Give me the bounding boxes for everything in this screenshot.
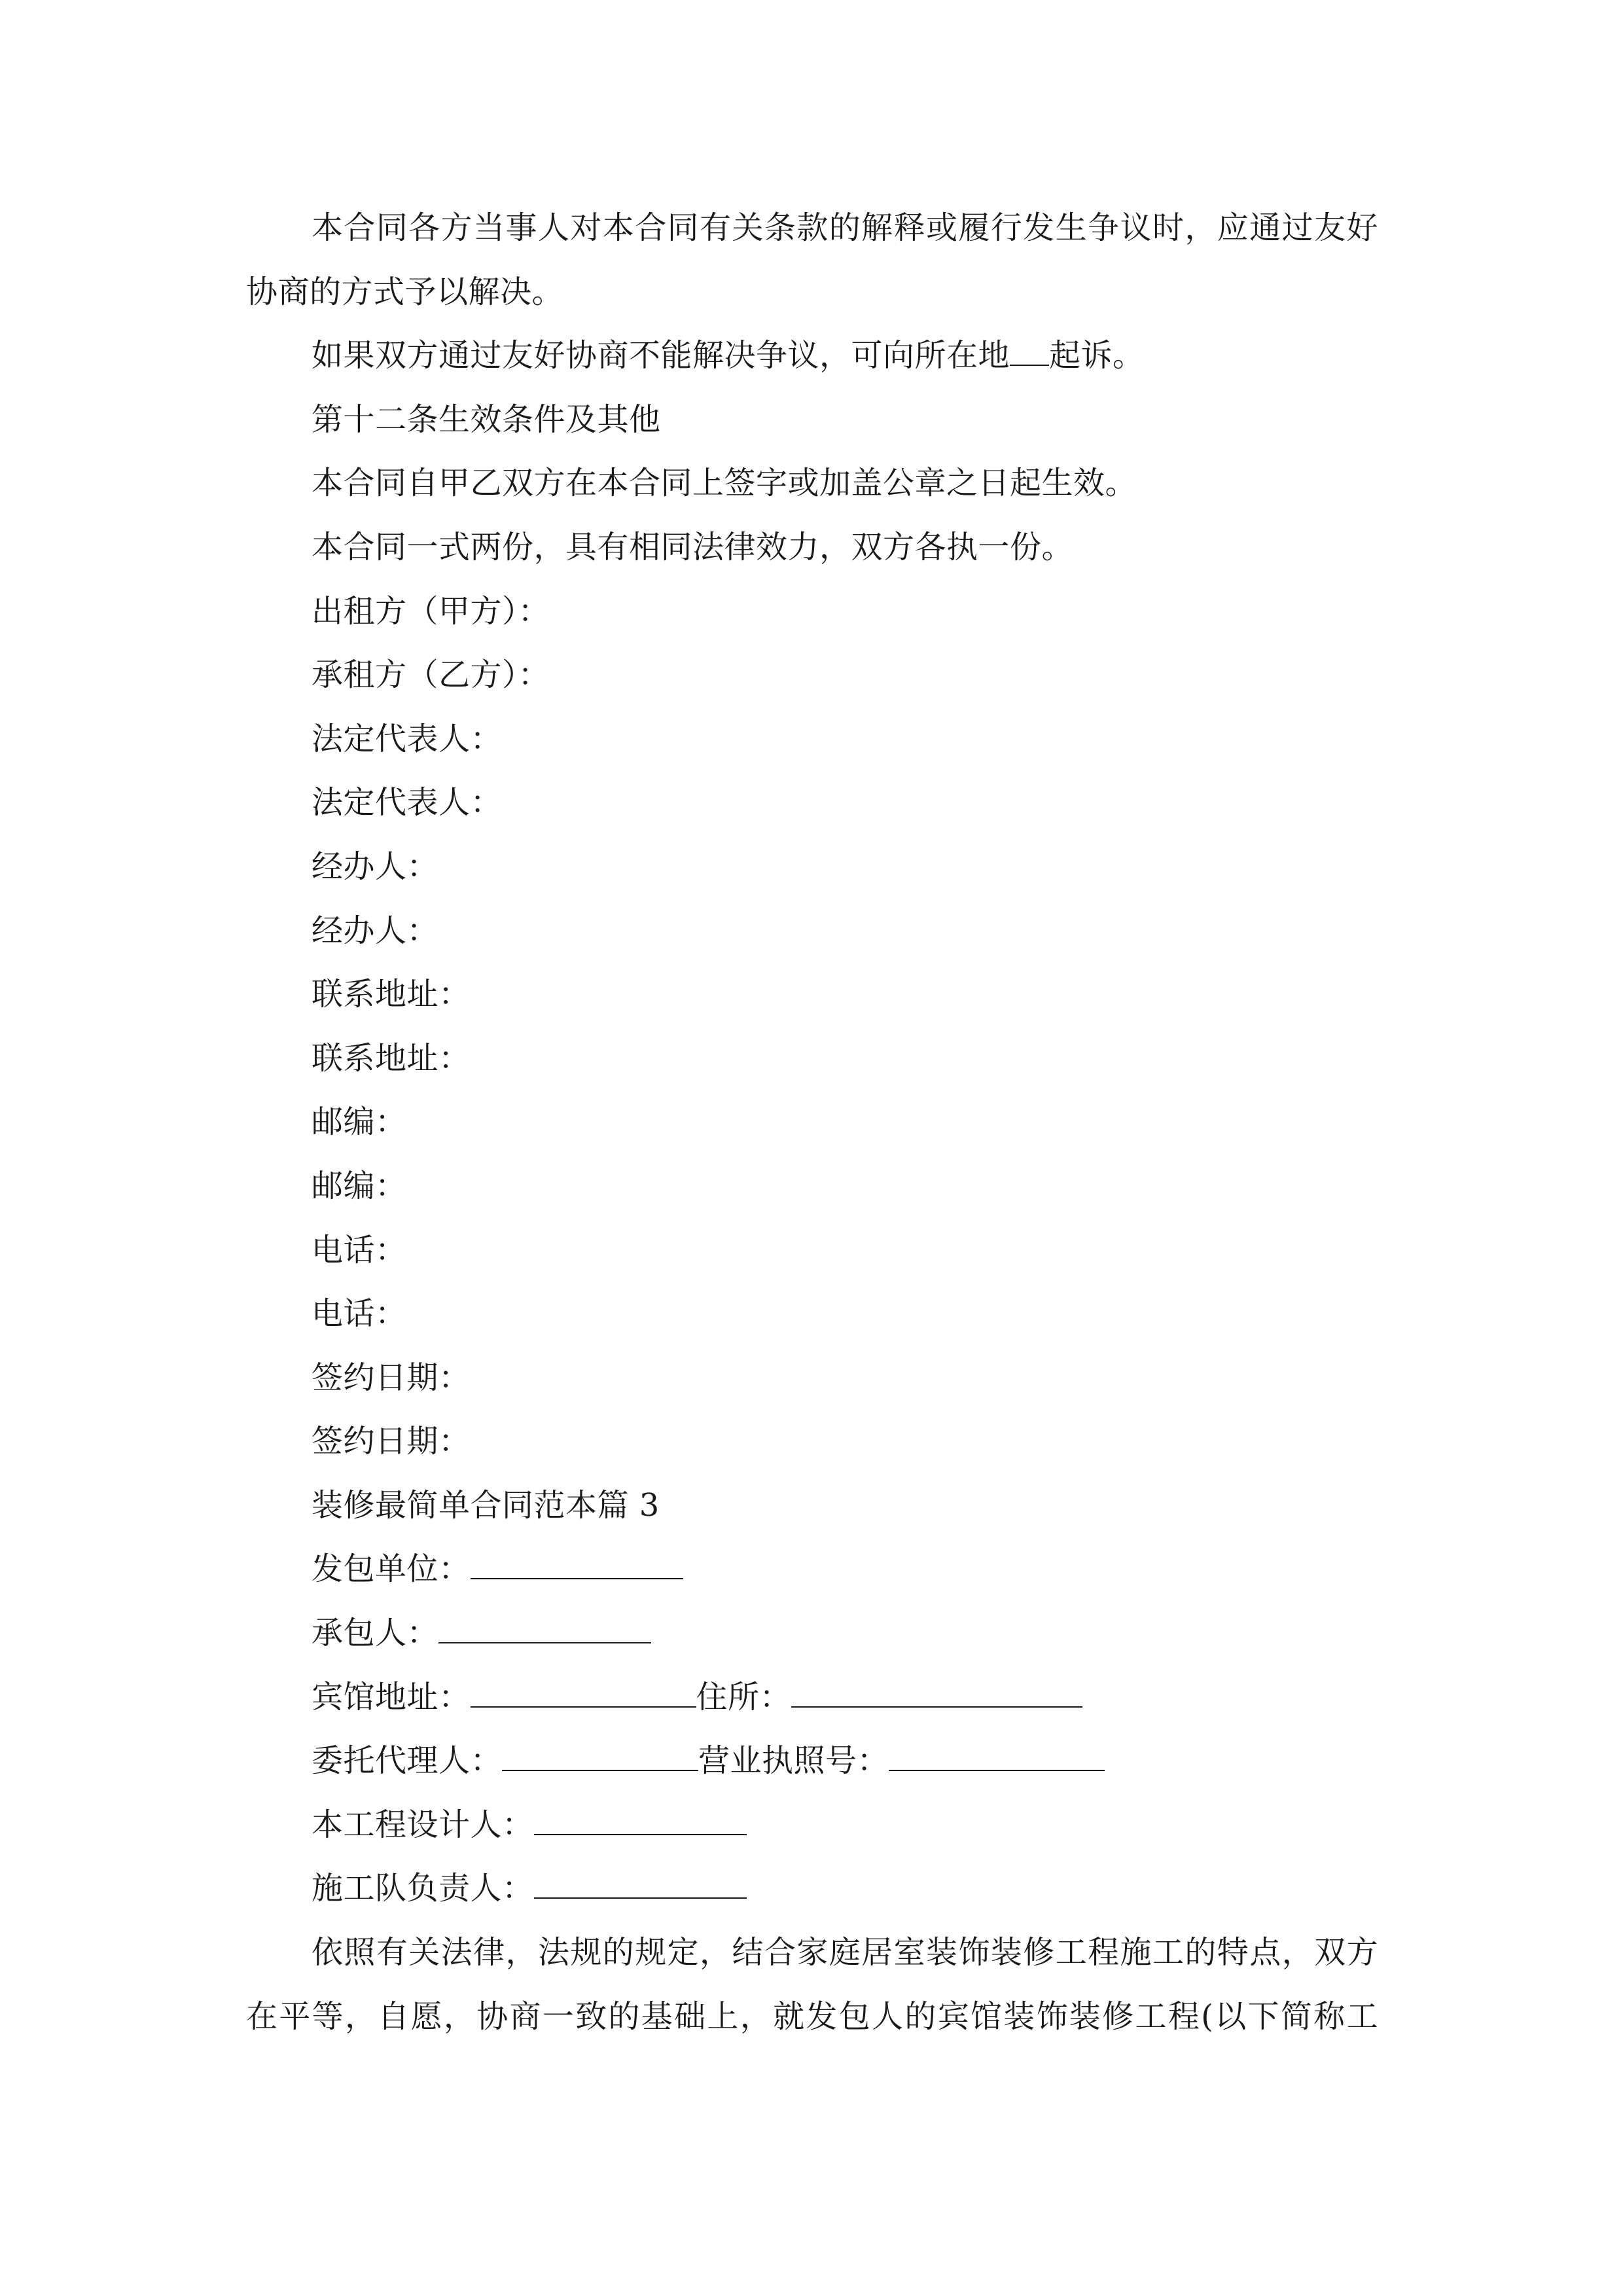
- paragraph-effective: 本合同自甲乙双方在本合同上签字或加盖公章之日起生效。: [312, 465, 1137, 502]
- license-blank: [889, 1744, 1105, 1771]
- client-blank: [471, 1552, 683, 1579]
- contractor-blank: [438, 1616, 651, 1643]
- contractor-label: 承包人：: [312, 1615, 439, 1652]
- legal-rep-label: 法定代表人：: [312, 720, 503, 757]
- address-label: 联系地址：: [312, 1039, 471, 1077]
- team-leader-row: [246, 1857, 1378, 1921]
- hotel-address-blank: [471, 1680, 696, 1708]
- court-location-blank: [1010, 338, 1049, 366]
- client-row: [246, 1537, 1378, 1602]
- proxy-blank: [502, 1744, 698, 1771]
- litigation-text-a: 如果双方通过友好协商不能解决争议，可向所在地: [312, 337, 1010, 374]
- agent-label: 经办人：: [312, 848, 439, 885]
- proxy-label: 委托代理人：: [312, 1742, 503, 1780]
- proxy-row: [246, 1729, 1378, 1793]
- litigation-text-b: 起诉。: [1049, 337, 1145, 374]
- article-12-heading: 第十二条生效条件及其他: [312, 401, 661, 438]
- designer-row: [246, 1793, 1378, 1857]
- phone-label: 电话：: [312, 1295, 407, 1333]
- residence-label: 住所：: [696, 1678, 792, 1715]
- section-3-title: 装修最简单合同范本篇 3: [312, 1486, 660, 1524]
- paragraph-basis-line1: 依照有关法律，法规的规定，结合家庭居室装饰装修工程施工的特点，双方: [312, 1934, 1378, 1971]
- paragraph-dispute-line2: 协商的方式予以解决。: [246, 273, 564, 310]
- postcode-label: 邮编：: [312, 1103, 407, 1141]
- paragraph-basis-line2: 在平等，自愿，协商一致的基础上，就发包人的宾馆装饰装修工程(以下简称工: [246, 1998, 1378, 2035]
- postcode-label: 邮编：: [312, 1167, 407, 1204]
- team-leader-label: 施工队负责人：: [312, 1870, 534, 1907]
- document-page: [246, 196, 1378, 2049]
- legal-rep-label: 法定代表人：: [312, 784, 503, 821]
- phone-label: 电话：: [312, 1231, 407, 1268]
- contractor-row: [246, 1602, 1378, 1666]
- hotel-address-row: [246, 1666, 1378, 1730]
- lessee-label: 承租方（乙方）：: [312, 656, 550, 694]
- paragraph-copies: 本合同一式两份，具有相同法律效力，双方各执一份。: [312, 528, 1074, 565]
- team-leader-blank: [534, 1871, 747, 1899]
- license-label: 营业执照号：: [698, 1742, 889, 1780]
- designer-blank: [534, 1808, 747, 1835]
- client-label: 发包单位：: [312, 1551, 471, 1588]
- lessor-label: 出租方（甲方）：: [312, 592, 550, 630]
- paragraph-litigation: [246, 324, 1378, 388]
- sign-date-label: 签约日期：: [312, 1359, 471, 1396]
- designer-label: 本工程设计人：: [312, 1806, 534, 1843]
- sign-date-label: 签约日期：: [312, 1423, 471, 1460]
- address-label: 联系地址：: [312, 976, 471, 1013]
- agent-label: 经办人：: [312, 912, 439, 949]
- paragraph-dispute-line1: 本合同各方当事人对本合同有关条款的解释或履行发生争议时，应通过友好: [312, 209, 1378, 246]
- hotel-address-label: 宾馆地址：: [312, 1678, 471, 1715]
- residence-blank: [791, 1680, 1082, 1708]
